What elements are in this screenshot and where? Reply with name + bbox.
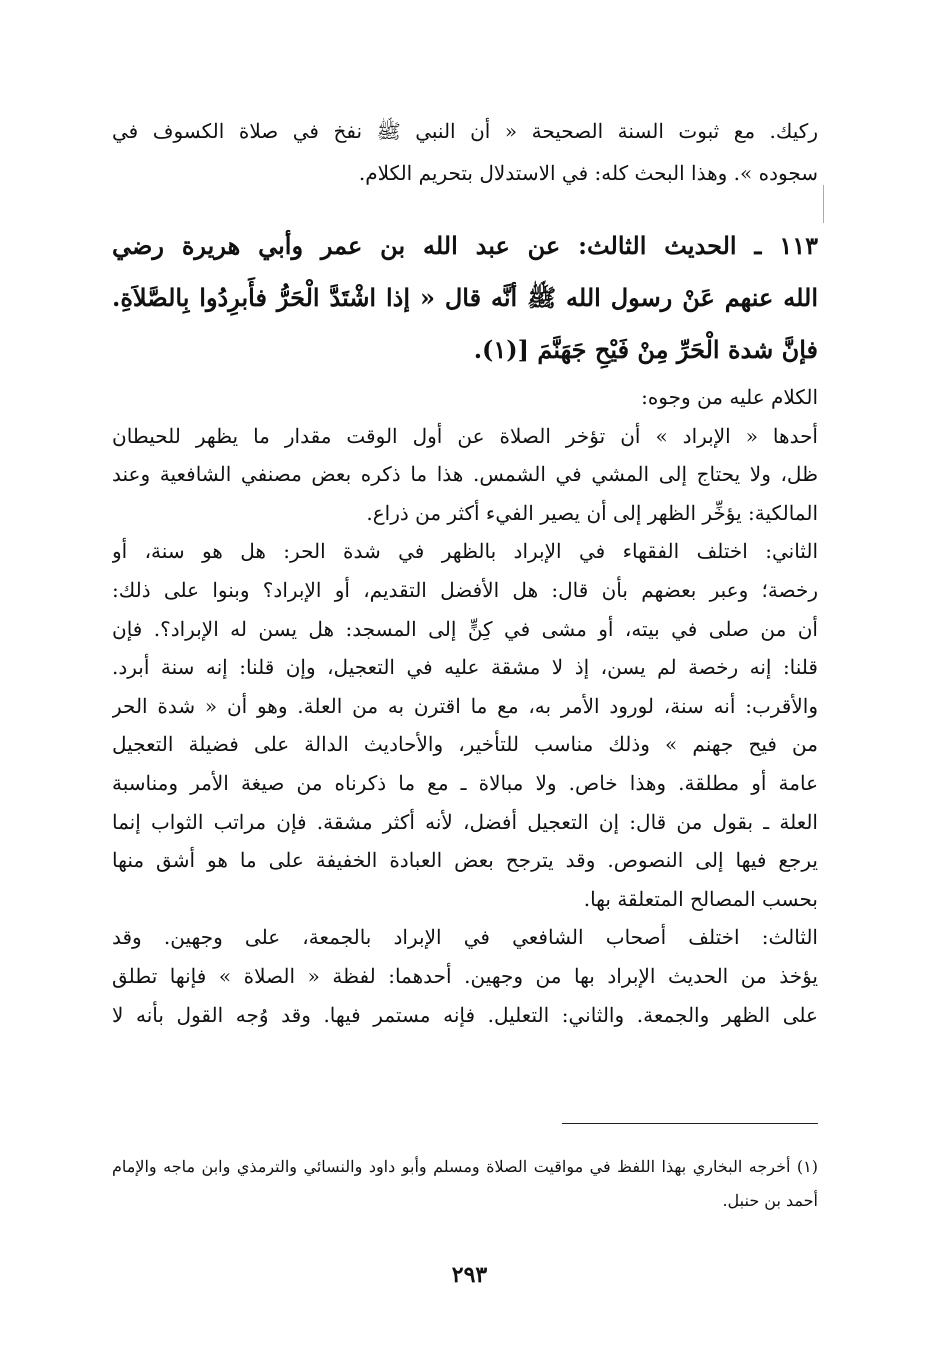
- text-line: العلة ـ بقول من قال: إن التعجيل أفضل، لأنه أكثر مشقة. فإن مراتب الثواب إنما: [112, 809, 818, 834]
- text-line: أن من صلى في بيته، أو مشى في كِنٍّ إلى المسجد: هل يسن له الإبراد؟. فإن: [112, 616, 818, 641]
- text-line: بحسب المصالح المتعلقة بها.: [583, 886, 818, 911]
- footnote-divider: [562, 1123, 818, 1124]
- text-line: من فيح جهنم » وذلك مناسب للتأخير، والأحاديث الدالة على فضيلة التعجيل: [112, 732, 818, 757]
- footnote: [112, 1150, 818, 1218]
- text-line: ركيك. مع ثبوت السنة الصحيحة « أن النبي ﷺ نفخ في صلاة الكسوف في: [112, 119, 818, 143]
- text-line: أحدها « الإبراد » أن تؤخر الصلاة عن أول الوقت مقدار ما يظهر للحيطان: [112, 423, 818, 448]
- text-line: على الظهر والجمعة. والثاني: التعليل. فإنه مستمر فيها. وقد وُجه القول بأنه لا: [112, 1002, 818, 1027]
- text-line: الثالث: اختلف أصحاب الشافعي في الإبراد بالجمعة، على وجهين. وقد: [112, 925, 818, 950]
- text-line: سجوده ». وهذا البحث كله: في الاستدلال بتحريم الكلام.: [358, 161, 818, 185]
- hadith-line: ١١٣ ـ الحديث الثالث: عن عبد الله بن عمر وأبي هريرة رضي: [112, 231, 818, 260]
- text-line: ظل، ولا يحتاج إلى المشي في الشمس. هذا ما ذكره بعض مصنفي الشافعية وعند: [112, 462, 818, 487]
- text-line: عامة أو مطلقة. وهذا خاص. ولا مبالاة ـ مع ما ذكرناه من صيغة الأمر ومناسبة: [112, 770, 818, 795]
- hadith-paragraph: [112, 220, 818, 376]
- intro-paragraph: [112, 110, 818, 194]
- text-line: الثاني: اختلف الفقهاء في الإبراد بالظهر في شدة الحر: هل هو سنة، أو: [112, 539, 818, 564]
- text-line: رخصة؛ وعبر بعضهم بأن قال: هل الأفضل التقديم، أو الإبراد؟ وبنوا على ذلك:: [112, 577, 818, 602]
- footnote-line: (١) أخرجه البخاري بهذا اللفظ في مواقيت الصلاة ومسلم وأبو داود والنسائي والترمذي وابن ماجه والإمام: [112, 1157, 818, 1176]
- hadith-line: فإنَّ شدة الْحَرِّ مِنْ فَيْحِ جَهَنَّمَ [(١).: [473, 335, 818, 364]
- footnote-line: أحمد بن حنبل.: [722, 1191, 818, 1210]
- text-line: والأقرب: أنه سنة، لورود الأمر به، مع ما اقترن به من العلة. وهو أن « شدة الحر: [112, 693, 818, 718]
- text-line: يؤخذ من الحديث الإبراد بها من وجهين. أحدهما: لفظة « الصلاة » فإنها تطلق: [112, 963, 818, 988]
- hadith-line: الله عنهم عَنْ رسول الله ﷺ أنَّه قال « إذا اشْتَدَّ الْحَرُّ فأَبرِدُوا بِالصَّلاَةِ.: [112, 283, 818, 312]
- text-line: يرجع فيها إلى النصوص. وقد يترجح بعض العبادة الخفيفة على ما هو أشق منها: [112, 848, 818, 873]
- commentary-body: [112, 378, 818, 1034]
- text-line: قلنا: إنه رخصة لم يسن، إذ لا مشقة عليه في التعجيل، وإن قلنا: إنه سنة أبرد.: [112, 655, 818, 680]
- page-number: ٢٩٣: [451, 1262, 488, 1288]
- text-line: المالكية: يؤخِّر الظهر إلى أن يصير الفيء أكثر من ذراع.: [366, 500, 818, 525]
- text-line: الكلام عليه من وجوه:: [641, 385, 818, 409]
- margin-mark: [823, 185, 824, 223]
